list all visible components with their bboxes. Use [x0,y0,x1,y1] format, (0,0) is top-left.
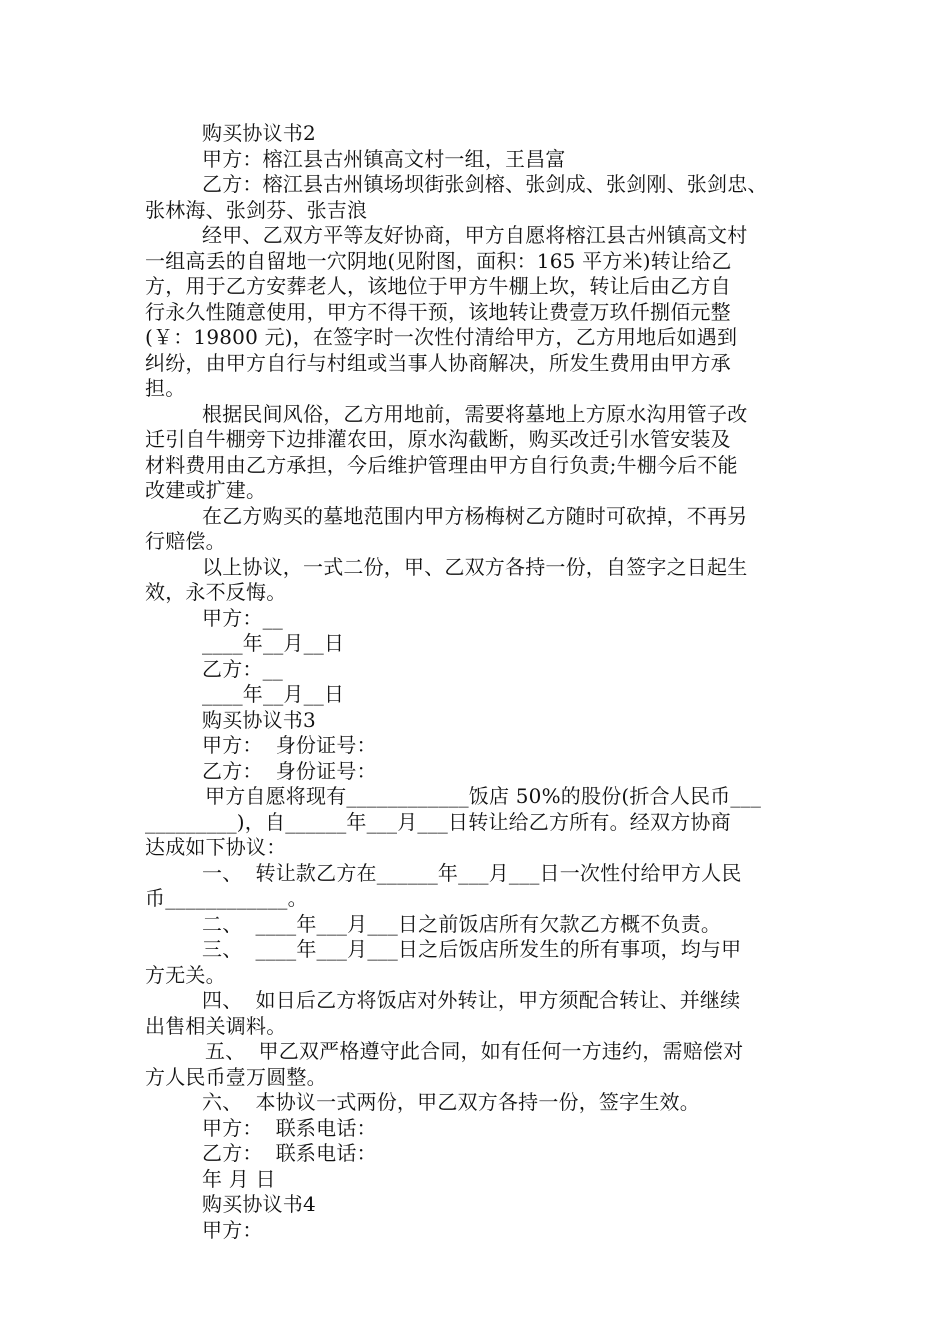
clause-line: 出售相关调料。 [145,1013,287,1038]
clause-line: 方人民币壹万圆整。 [145,1064,327,1089]
party-b-line: 乙方：榕江县古州镇场坝街张剑榕、张剑成、张剑刚、张剑忠、 [202,172,768,196]
paragraph-line: 改建或扩建。 [145,478,267,502]
document-body [145,121,813,1243]
paragraph-line: 经甲、乙双方平等友好协商，甲方自愿将榕江县古州镇高文村 [202,223,748,247]
clause-line: 一、 转让款乙方在______年___月___日一次性付给甲方人民 [202,860,742,885]
contact-line: 甲方： 联系电话： [202,1115,377,1140]
date-line: ____年__月__日 [202,682,345,706]
party-a-line: 甲方：榕江县古州镇高文村一组，王昌富 [202,146,566,171]
paragraph-line: _________)，自______年___月___日转让给乙方所有。经双方协商 [145,809,731,834]
section-title: 购买协议书2 [202,121,316,145]
paragraph-line: (￥：19800 元)，在签字时一次性付清给甲方，乙方用地后如遇到 [145,325,738,349]
paragraph-line: 迁引自牛棚旁下边排灌农田，原水沟截断，购买改迁引水管安装及 [145,427,731,451]
paragraph-line: 材料费用由乙方承担，今后维护管理由甲方自行负责;牛棚今后不能 [145,452,738,477]
section-title: 购买协议书4 [202,1192,316,1216]
party-a-id-line: 甲方： 身份证号： [202,733,377,757]
clause-line: 币____________。 [145,886,308,910]
paragraph-line: 担。 [145,376,186,400]
clause-line: 四、 如日后乙方将饭店对外转让，甲方须配合转让、并继续 [202,988,741,1012]
paragraph-line: 行永久性随意使用，甲方不得干预，该地转让费壹万玖仟捌佰元整 [145,299,731,324]
paragraph-line: 以上协议，一式二份，甲、乙双方各持一份，自签字之日起生 [202,554,748,579]
paragraph-line: 甲方自愿将现有____________饭店 50%的股份(折合人民币___ [205,784,762,808]
clause-line: 三、 ____年___月___日之后饭店所发生的所有事项，均与甲 [202,937,742,961]
paragraph-line: 在乙方购买的墓地范围内甲方杨梅树乙方随时可砍掉，不再另 [202,503,748,528]
clause-line: 六、 本协议一式两份，甲乙双方各持一份，签字生效。 [202,1090,700,1114]
section-title: 购买协议书3 [202,707,316,732]
clause-line: 二、 ____年___月___日之前饭店所有欠款乙方概不负责。 [202,911,722,936]
signature-line: 甲方：__ [202,605,283,630]
clause-line: 五、 甲乙双严格遵守此合同，如有任何一方违约，需赔偿对 [205,1039,744,1063]
contact-line: 乙方： 联系电话： [202,1141,377,1165]
paragraph-line: 方，用于乙方安葬老人，该地位于甲方牛棚上坎，转让后由乙方自 [145,274,731,298]
date-line: 年 月 日 [202,1166,276,1191]
paragraph-line: 一组高丢的自留地一穴阴地(见附图，面积：165 平方米)转让给乙 [145,248,732,273]
paragraph-line: 根据民间风俗，乙方用地前，需要将墓地上方原水沟用管子改 [202,401,748,426]
party-a-line: 甲方： [202,1217,263,1242]
paragraph-line: 纠纷，由甲方自行与村组或当事人协商解决，所发生费用由甲方承 [145,350,731,375]
party-b-id-line: 乙方： 身份证号： [202,758,377,783]
paragraph-line: 效，永不反悔。 [145,580,287,604]
clause-line: 方无关。 [145,962,226,987]
party-b-line-cont: 张林海、张剑芬、张吉浪 [145,197,368,222]
date-line: ____年__月__日 [202,631,345,655]
paragraph-line: 达成如下协议： [145,835,287,859]
paragraph-line: 行赔偿。 [145,529,226,553]
signature-line: 乙方：__ [202,656,283,681]
